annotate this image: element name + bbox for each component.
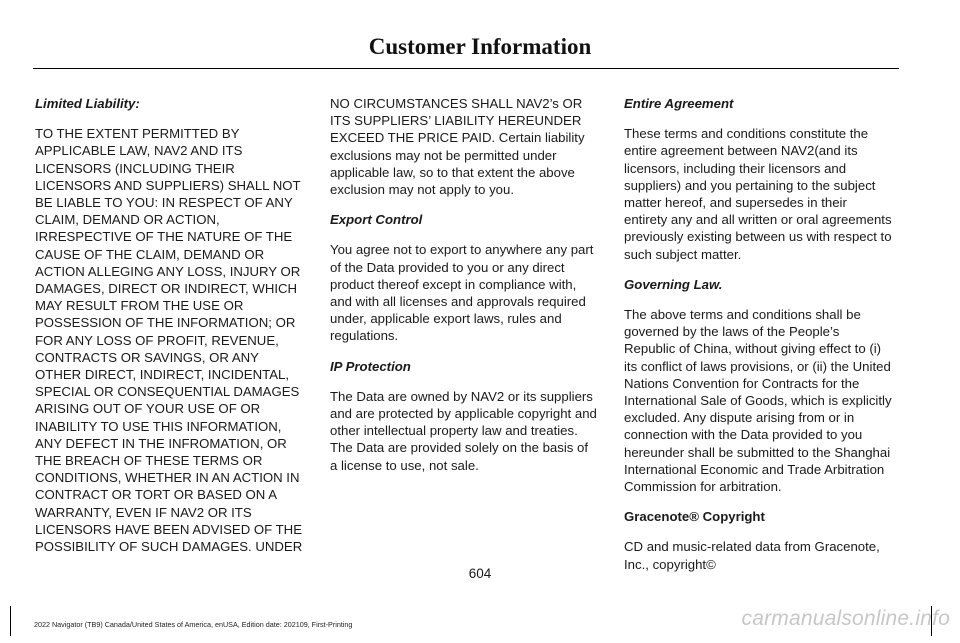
- paragraph-liability-continued: NO CIRCUMSTANCES SHALL NAV2’s OR ITS SUPPLIERS’ LIABILITY HEREUNDER EXCEED THE PRICE PAID. Certain liability exclusions may not be permitted under applicable law, so to that extent the above exclusion may not apply to you.: [330, 96, 585, 198]
- watermark-text: carmanualsonline.info: [741, 607, 950, 630]
- section-heading-gracenote-copyright: Gracenote® Copyright: [624, 509, 765, 525]
- text-column-middle: [330, 95, 598, 487]
- section-heading-ip-protection: IP Protection: [330, 358, 411, 374]
- paragraph-governing-law: The above terms and conditions shall be governed by the laws of the People’s Republic of China, without giving effect to (i) its conflict of laws provisions, or (ii) the United Nations Convention for Contracts for the International Sale of Goods, which is explicitly excluded. Any dispute arising from or in connection with the Data provided to you hereunder shall be submitted to the Shanghai International Economic and Trade Arbitration Commission for arbitration.: [624, 307, 892, 495]
- paragraph-ip-protection: The Data are owned by NAV2 or its suppliers and are protected by applicable copyright and other intellectual property law and treaties. The Data are provided solely on the basis of a license to use, not sale.: [330, 388, 597, 473]
- text-column-left: [35, 95, 307, 568]
- paragraph-limited-liability: TO THE EXTENT PERMITTED BY APPLICABLE LAW, NAV2 AND ITS LICENSORS (INCLUDING THEIR LICENSORS AND SUPPLIERS) SHALL NOT BE LIABLE TO YOU: IN RESPECT OF ANY CLAIM, DEMAND OR ACTION, IRRESPECTIVE OF THE NATURE OF THE CAUSE OF THE CLAIM, DEMAND OR ACTION ALLEGING ANY LOSS, INJURY OR DAMAGES, DIRECT OR INDIRECT, WHICH MAY RESULT FROM THE USE OR POSSESSION OF THE INFORMATION; OR FOR ANY LOSS OF PROFIT, REVENUE, CONTRACTS OR SAVINGS, OR ANY OTHER DIRECT, INDIRECT, INCIDENTAL, SPECIAL OR CONSEQUENTIAL DAMAGES ARISING OUT OF YOUR USE OF OR INABILITY TO USE THIS INFORMATION, ANY DEFECT IN THE INFROMATION, OR THE BREACH OF THESE TERMS OR CONDITIONS, WHETHER IN AN ACTION IN CONTRACT OR TORT OR BASED ON A WARRANTY, EVEN IF NAV2 OR ITS LICENSORS HAVE BEEN ADVISED OF THE POSSIBILITY OF SUCH DAMAGES. UNDER: [35, 126, 303, 555]
- paragraph-entire-agreement: These terms and conditions constitute the entire agreement between NAV2(and its licensors, including their licensors and suppliers) and you pertaining to the subject matter hereof, and supersedes in their entirety any and all written or oral agreements previously existing between us with respect to such subject matter.: [624, 126, 892, 262]
- page-number: 604: [468, 566, 492, 581]
- section-heading-export-control: Export Control: [330, 212, 423, 228]
- text-column-right: [624, 95, 892, 586]
- section-heading-limited-liability: Limited Liability:: [35, 96, 140, 111]
- header-divider: [33, 68, 899, 69]
- page-title: Customer Information: [368, 34, 592, 59]
- section-heading-governing-law: Governing Law.: [624, 276, 723, 292]
- paragraph-gracenote-copyright: CD and music-related data from Gracenote, Inc., copyright©: [624, 539, 880, 572]
- paragraph-export-control: You agree not to export to anywhere any part of the Data provided to you or any direct product thereof except in compliance with, and with all licenses and approvals required under, applicable export laws, rules and regulations.: [330, 242, 594, 344]
- section-heading-entire-agreement: Entire Agreement: [624, 96, 734, 111]
- edition-footer: 2022 Navigator (TB9) Canada/United States of America, enUSA, Edition date: 202109, First-Printing: [34, 620, 353, 629]
- crop-mark-left: [10, 606, 11, 636]
